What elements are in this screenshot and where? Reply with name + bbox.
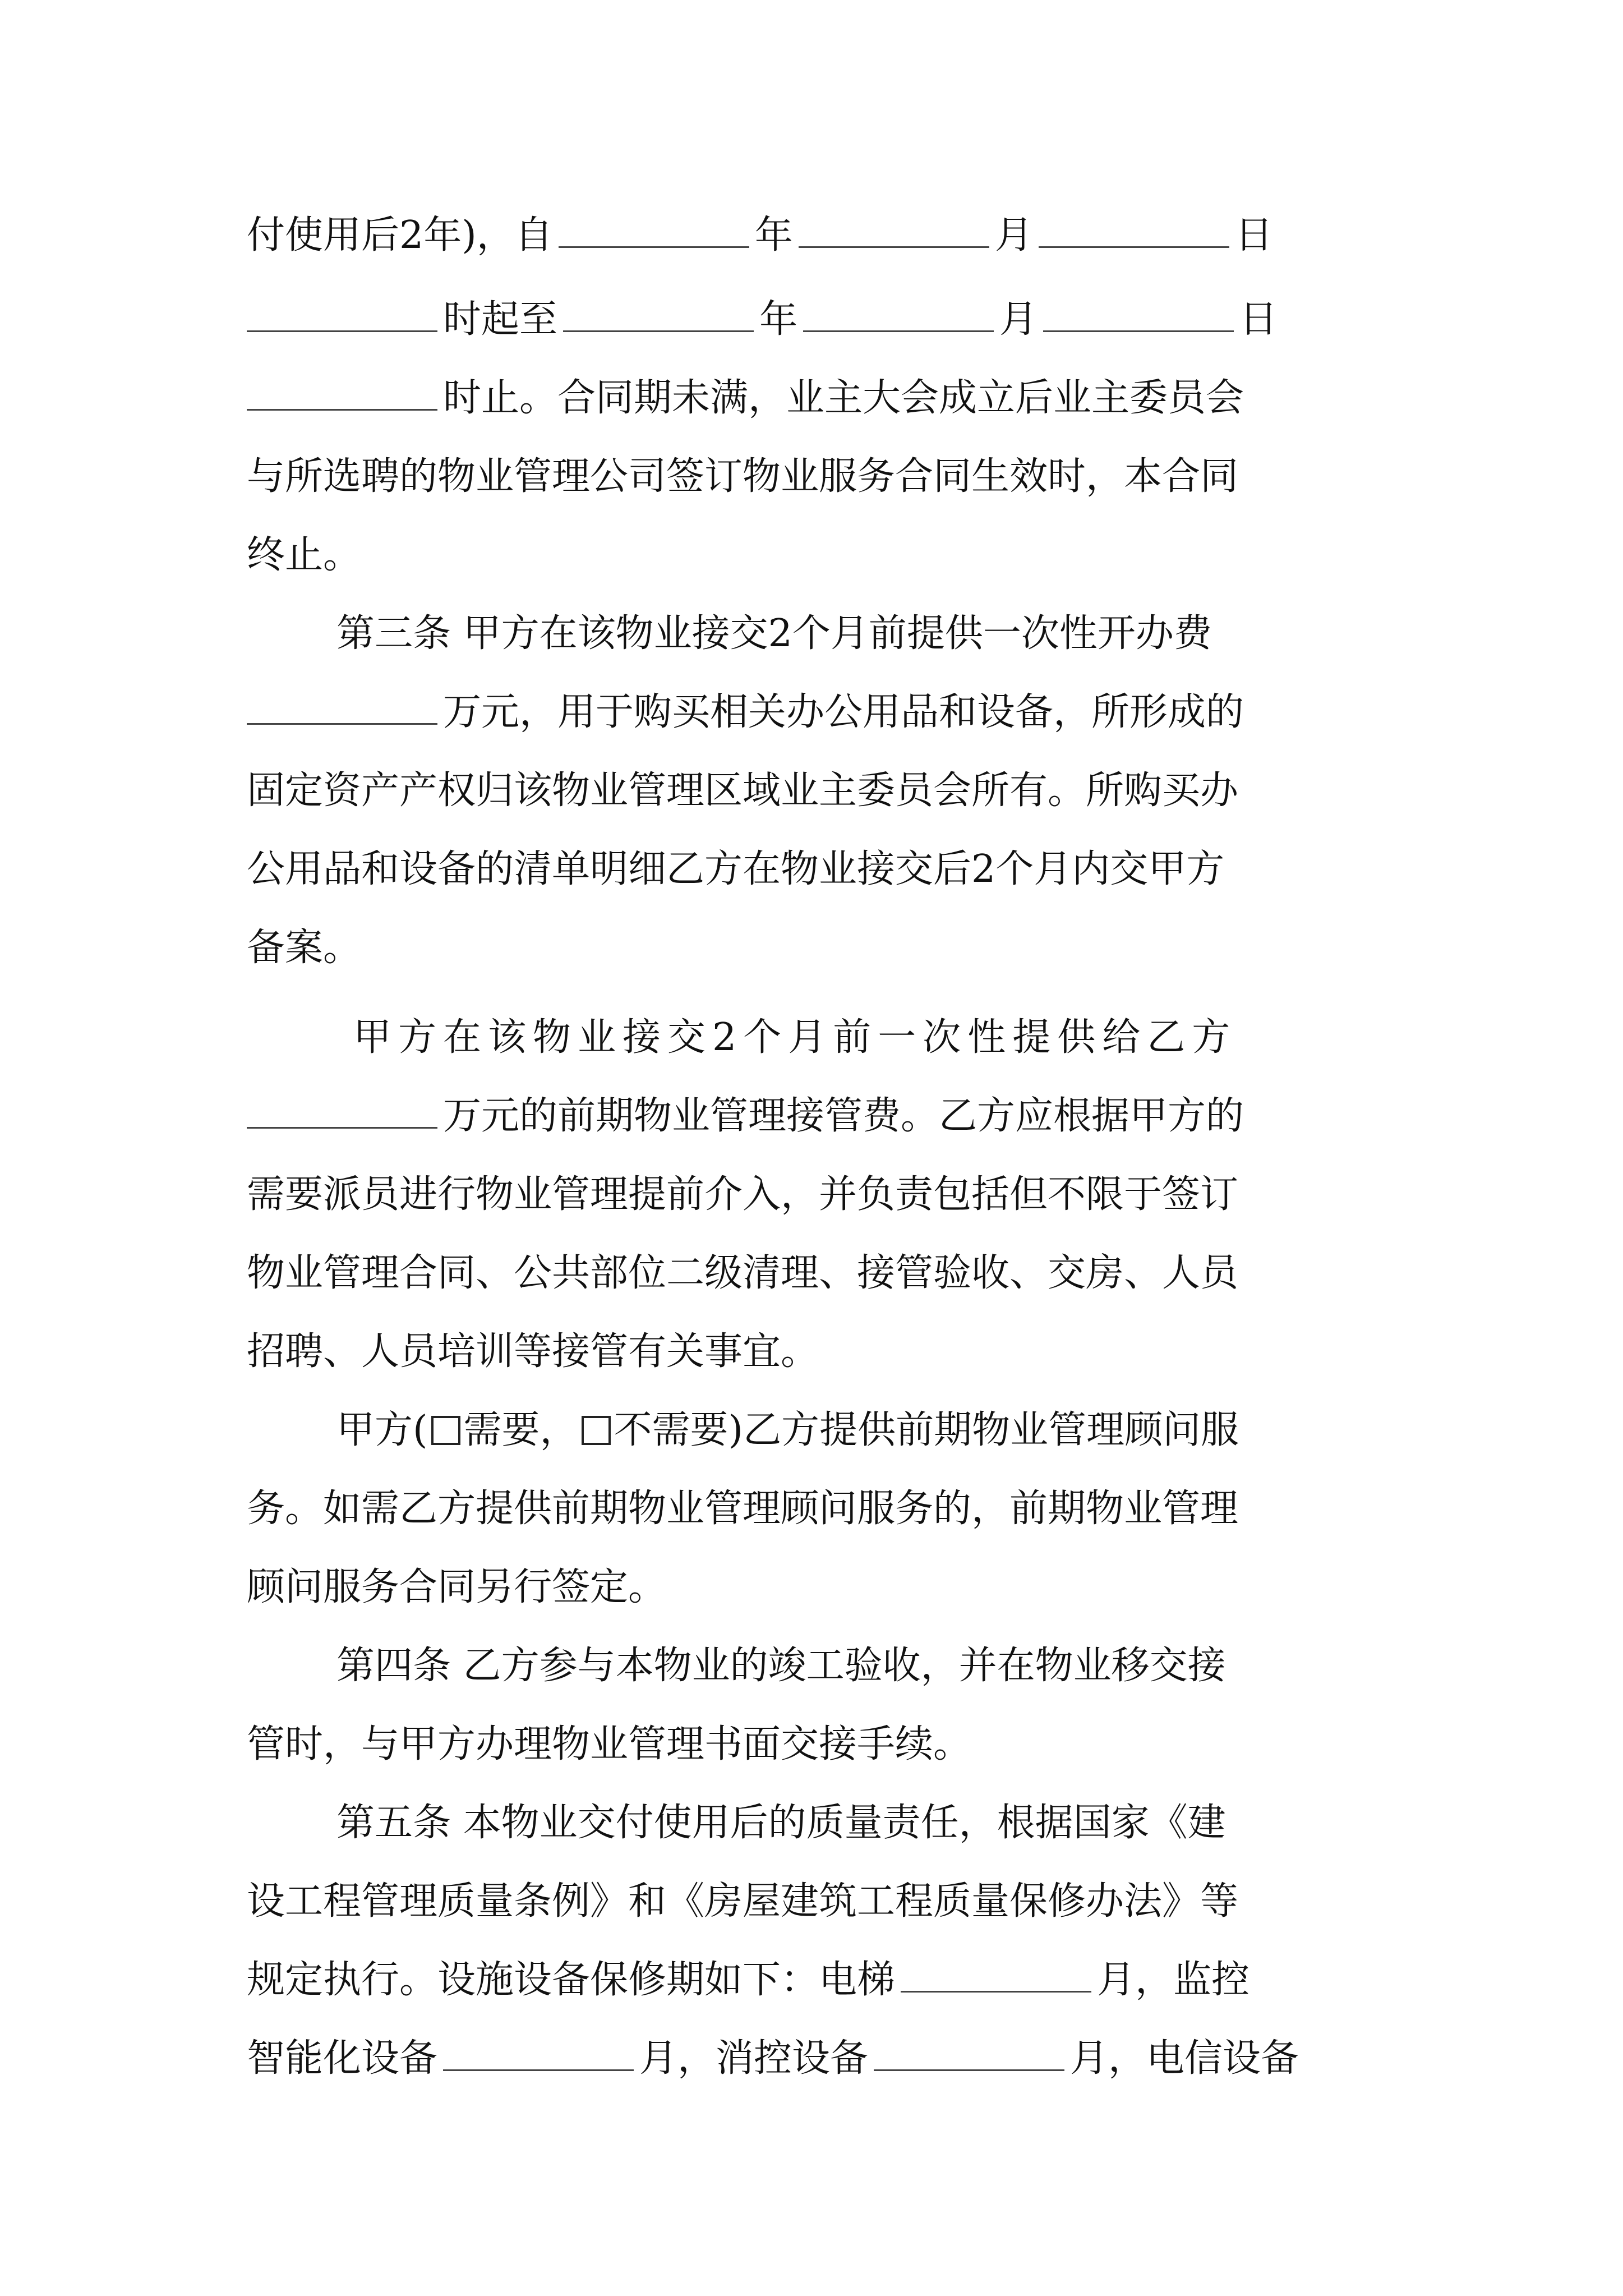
text-segment: 付使用后2年)，自 <box>247 213 553 257</box>
text-line-14: 物业管理合同、公共部位二级清理、接管验收、交房、人员 <box>247 1251 1239 1295</box>
blank-day-end[interactable] <box>1043 297 1234 332</box>
text-line-17: 务。如需乙方提供前期物业管理顾问服务的，前期物业管理 <box>247 1487 1239 1531</box>
text-line-12 <box>247 1077 1391 1156</box>
text-line-7 <box>247 673 1391 752</box>
text-line-4: 与所选聘的物业管理公司签订物业服务合同生效时，本合同 <box>247 454 1239 499</box>
text-segment: 甲方( <box>336 1408 428 1452</box>
text-line-3 <box>247 359 1391 438</box>
text-line-13: 需要派员进行物业管理提前介入，并负责包括但不限于签订 <box>247 1172 1239 1217</box>
text-line-9: 公用品和设备的清单明细乙方在物业接交后2个月内交甲方 <box>247 847 1225 891</box>
text-segment: 月，消控设备 <box>639 2036 869 2081</box>
text-segment: 月 <box>994 213 1033 257</box>
blank-month-end[interactable] <box>803 297 994 332</box>
text-line-15: 招聘、人员培训等接管有关事宜。 <box>247 1329 819 1374</box>
text-line-1 <box>247 196 1391 275</box>
text-line-2 <box>247 280 1391 359</box>
text-line-24 <box>247 2019 1391 2098</box>
blank-hour-start[interactable] <box>247 297 437 332</box>
blank-takeover-fee[interactable] <box>247 1093 437 1129</box>
text-segment: 月 <box>999 297 1038 342</box>
blank-fire-control-warranty[interactable] <box>874 2036 1064 2071</box>
blank-year-start[interactable] <box>559 213 749 248</box>
text-line-16 <box>336 1391 1481 1470</box>
text-segment: 时止。合同期未满，业主大会成立后业主委员会 <box>443 376 1244 420</box>
blank-hour-end[interactable] <box>247 375 437 411</box>
text-segment: 月，监控 <box>1097 1958 1250 2002</box>
text-line-5: 终止。 <box>247 533 362 577</box>
blank-year-end[interactable] <box>563 297 754 332</box>
text-line-20: 管时，与甲方办理物业管理书面交接手续。 <box>247 1722 972 1766</box>
article-4-heading-line: 第四条 乙方参与本物业的竣工验收，并在物业移交接 <box>336 1644 1226 1688</box>
text-segment: 年 <box>759 297 798 342</box>
text-segment: 日 <box>1239 297 1278 342</box>
text-segment: 日 <box>1234 213 1273 257</box>
text-line-11: 甲方在该物业接交2个月前一次性提供给乙方 <box>353 1015 1237 1060</box>
text-line-10: 备案。 <box>247 926 362 970</box>
text-segment: 时起至 <box>443 297 558 342</box>
article-3-heading-line: 第三条 甲方在该物业接交2个月前提供一次性开办费 <box>336 611 1212 656</box>
text-line-22: 设工程管理质量条例》和《房屋建筑工程质量保修办法》等 <box>247 1879 1239 1924</box>
blank-elevator-warranty[interactable] <box>901 1957 1091 1993</box>
text-segment: 万元的前期物业管理接管费。乙方应根据甲方的 <box>443 1094 1244 1138</box>
blank-smart-device-warranty[interactable] <box>443 2036 634 2071</box>
text-segment: 月，电信设备 <box>1070 2036 1299 2081</box>
text-segment: 智能化设备 <box>247 2036 438 2081</box>
text-line-23 <box>247 1941 1391 2019</box>
blank-day-start[interactable] <box>1039 213 1229 248</box>
blank-month-start[interactable] <box>799 213 989 248</box>
checkbox-no-need[interactable] <box>582 1416 611 1445</box>
text-segment: 需要， <box>463 1408 578 1452</box>
checkbox-need[interactable] <box>431 1416 460 1445</box>
text-segment: 年 <box>754 213 793 257</box>
text-segment: 万元，用于购买相关办公用品和设备，所形成的 <box>443 690 1244 734</box>
text-line-18: 顾问服务合同另行签定。 <box>247 1565 667 1609</box>
text-segment: 规定执行。设施设备保修期如下：电梯 <box>247 1958 896 2002</box>
text-segment: 不需要)乙方提供前期物业管理顾问服 <box>614 1408 1239 1452</box>
text-line-8: 固定资产产权归该物业管理区域业主委员会所有。所购买办 <box>247 769 1239 813</box>
blank-startup-fee[interactable] <box>247 689 437 725</box>
article-5-heading-line: 第五条 本物业交付使用后的质量责任，根据国家《建 <box>336 1801 1226 1845</box>
